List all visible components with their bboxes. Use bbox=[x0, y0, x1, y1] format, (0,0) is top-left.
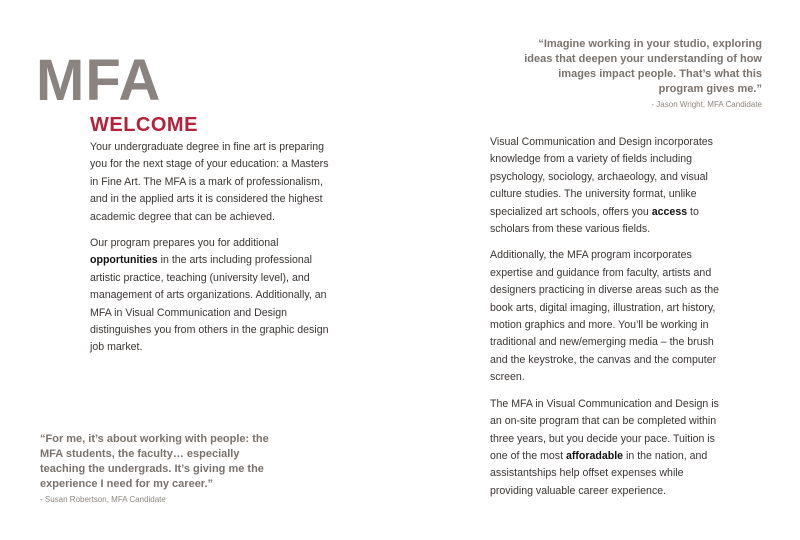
left-quote-attribution: - Susan Robertson, MFA Candidate bbox=[40, 495, 166, 504]
right-quote-text: “Imagine working in your studio, exploring ideas that deepen your understanding of how images impact people. That’s what this program gives me.” bbox=[524, 38, 762, 95]
left-paragraph-1: Your undergraduate degree in fine art is preparing you for the next stage of your education: a Masters in Fine Art. The MFA is a mark of professionalism, and in the applied arts it is considered the highest academic degree that can be achieved. bbox=[90, 141, 329, 223]
right-paragraph-1-start: Visual Communication and Design incorporates knowledge from a variety of fields including psychology, sociology, archaeology, and visual culture studies. The university format, unlike specialized art schools, offers you bbox=[490, 136, 713, 218]
page-title: MFA bbox=[36, 48, 162, 113]
right-paragraph-2: Additionally, the MFA program incorporates expertise and guidance from faculty, artists and designers practicing in diverse areas such as the book arts, digital imaging, illustration, art history, motion graphics and more. You’ll be working in traditional and new/emerging media – the brush and the keystroke, the canvas and the computer screen. bbox=[490, 249, 720, 384]
right-paragraph-1 bbox=[490, 134, 722, 238]
highlight-opportunities: opportunities bbox=[90, 254, 158, 267]
right-paragraph-3-end: in the nation, and assistantships help offset expenses while providing valuable career experience. bbox=[490, 449, 708, 497]
right-paragraph-3 bbox=[490, 396, 722, 500]
left-quote-block bbox=[40, 432, 280, 506]
left-body-text bbox=[90, 139, 332, 366]
right-paragraph-3-start: The MFA in Visual Communication and Design is an on-site program that can be completed within three years, but you decide your pace. Tuition is one of the most bbox=[490, 397, 719, 462]
right-paragraph-1-end: to scholars from these various fields. bbox=[490, 205, 699, 236]
left-paragraph-2-end: in the arts including professional artistic practice, teaching (university level), and management of arts organizations. Additionally, an MFA in Visual Communication and Design distinguishes you from others in the graphic design job market. bbox=[90, 254, 329, 354]
right-quote-attribution: - Jason Wright, MFA Candidate bbox=[651, 100, 762, 109]
right-body-text bbox=[490, 134, 722, 509]
left-quote-text: “For me, it’s about working with people: the MFA students, the faculty… especially teaching the undergrads. It’s giving me the experience I need for my career.” bbox=[40, 433, 269, 490]
left-paragraph-2 bbox=[90, 235, 332, 357]
welcome-heading: WELCOME bbox=[90, 114, 198, 136]
left-paragraph-2-start: Our program prepares you for additional bbox=[90, 237, 279, 250]
highlight-access: access bbox=[651, 205, 688, 218]
right-quote-block bbox=[520, 37, 762, 111]
highlight-afforadable: afforadable bbox=[565, 449, 624, 462]
